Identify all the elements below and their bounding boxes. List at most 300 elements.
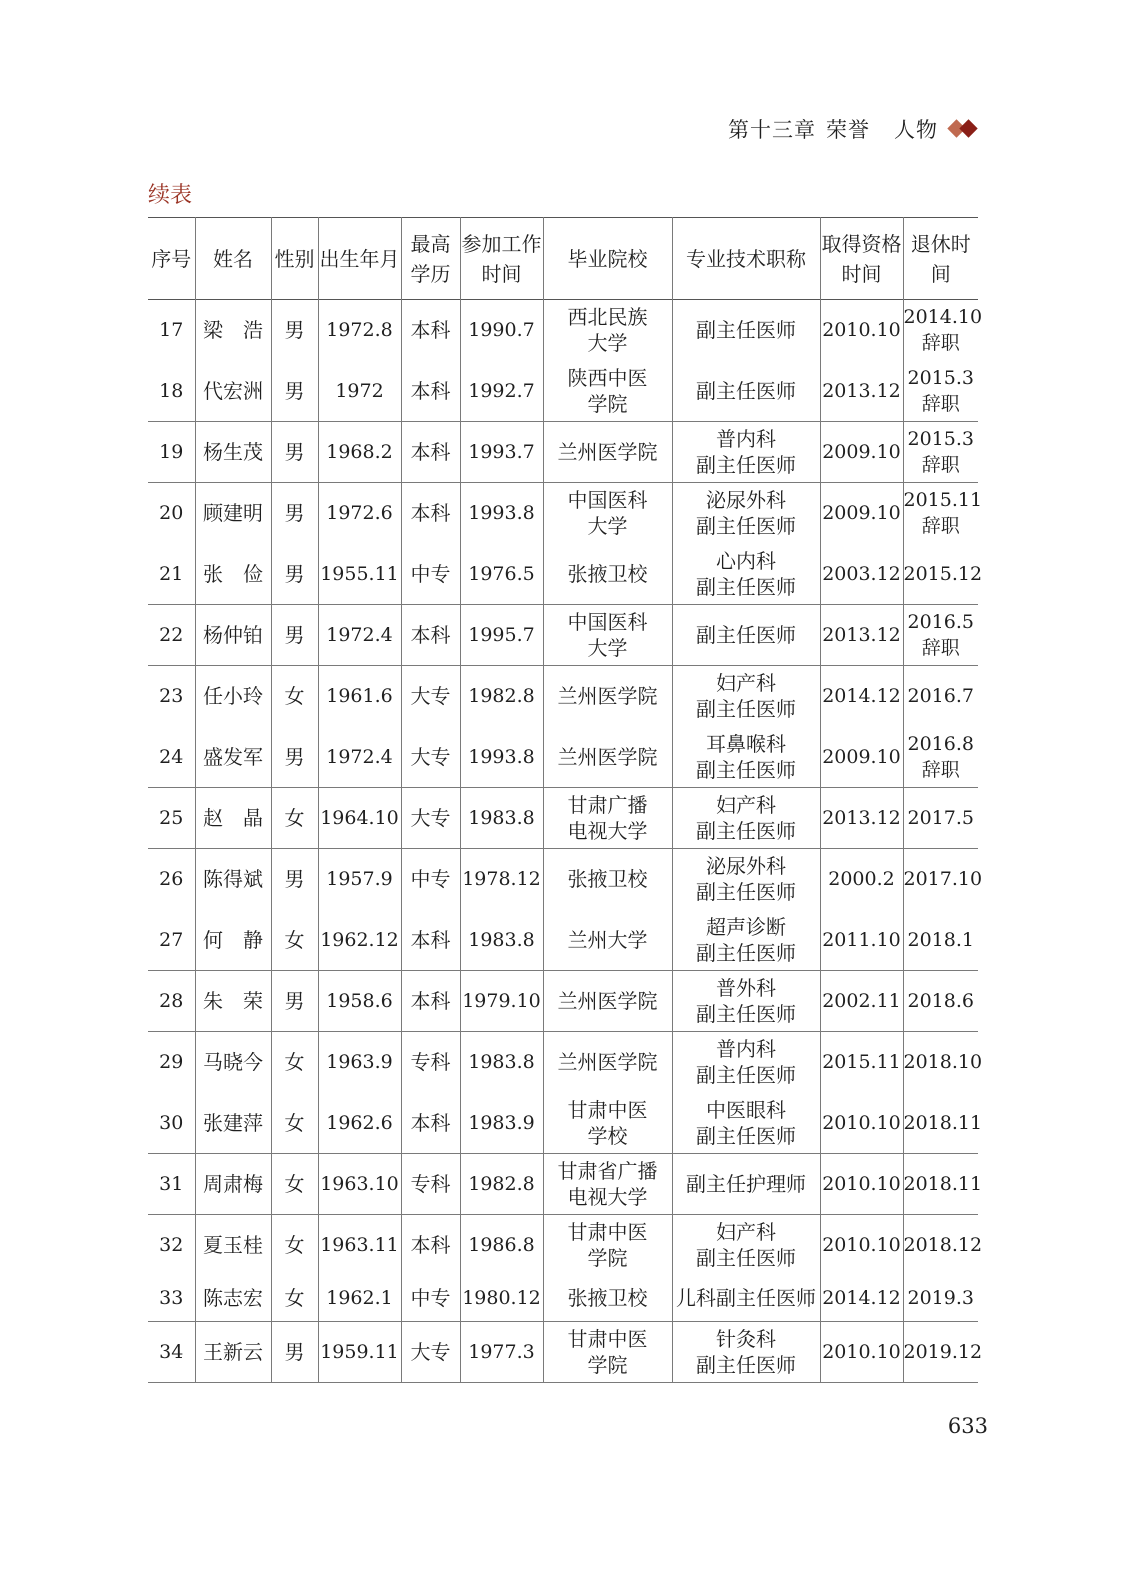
cell-education: 大专 — [401, 727, 460, 788]
cell-retire-line: 辞职 — [921, 392, 960, 415]
cell-sex: 男 — [271, 422, 318, 483]
cell-education: 中专 — [401, 1276, 460, 1322]
table-row — [148, 483, 978, 544]
cell-retire-line: 辞职 — [921, 454, 960, 476]
cell-title-line: 妇产科 — [716, 671, 776, 696]
cell-school — [543, 910, 672, 971]
header-line: 取得资 — [821, 231, 882, 256]
cell-qualified: 2010.10 — [820, 300, 903, 361]
cell-name: 盛发军 — [195, 727, 271, 788]
table-row — [148, 666, 978, 727]
table-row — [148, 1322, 978, 1383]
cell-school-line: 学院 — [587, 1246, 628, 1271]
header-line: 性 — [274, 246, 295, 271]
header-line: 作时间 — [481, 231, 542, 286]
cell-retire — [903, 910, 978, 971]
cell-no: 34 — [159, 1341, 184, 1363]
cell-school-line: 兰州医学院 — [557, 1050, 658, 1075]
table-row — [148, 1093, 978, 1154]
cell-birth: 1959.11 — [318, 1322, 401, 1383]
cell-education: 本科 — [401, 605, 460, 666]
cell-school-line: 甘肃中医 — [567, 1097, 648, 1122]
cell-retire-line: 2019.12 — [903, 1341, 983, 1363]
cell-retire — [903, 605, 978, 666]
cell-work-start: 1982.8 — [460, 1154, 543, 1215]
header-line: 格时间 — [841, 231, 902, 286]
table-row — [148, 849, 978, 910]
table-row — [148, 727, 978, 788]
cell-retire — [903, 727, 978, 788]
cell-title-line: 副主任医师 — [696, 1246, 796, 1271]
personnel-table — [148, 217, 983, 1383]
cell-retire-line: 2018.1 — [907, 928, 974, 951]
cell-birth: 1964.10 — [318, 788, 401, 849]
cell-retire-line: 2016.5 — [907, 611, 974, 633]
cell-birth: 1972.4 — [318, 605, 401, 666]
cell-retire-line: 辞职 — [921, 515, 960, 538]
header-line: 出生 — [319, 246, 360, 271]
cell-qualified: 2013.12 — [820, 788, 903, 849]
cell-no: 31 — [159, 1173, 184, 1195]
cell-title-line: 副主任医师 — [696, 819, 796, 843]
cell-title-line: 副主任医师 — [696, 574, 796, 599]
table-row — [148, 422, 978, 483]
cell-retire-line: 辞职 — [921, 637, 960, 659]
header-line: 毕业院校 — [567, 246, 648, 271]
cell-school-line: 甘肃中医 — [567, 1327, 648, 1351]
cell-title — [672, 666, 820, 727]
header-sex — [271, 218, 318, 300]
cell-retire — [903, 1322, 983, 1383]
cell-retire — [903, 849, 983, 910]
cell-name: 马晓今 — [195, 1032, 271, 1093]
cell-title — [672, 788, 820, 849]
cell-work-start: 1978.12 — [460, 849, 543, 910]
cell-work-start: 1986.8 — [460, 1215, 543, 1276]
cell-title-line: 副主任医师 — [696, 514, 796, 539]
cell-title-line: 副主任医师 — [696, 880, 796, 905]
cell-sex: 男 — [271, 300, 318, 361]
cell-no: 22 — [159, 624, 184, 646]
cell-name: 朱 荣 — [195, 971, 271, 1032]
cell-retire — [903, 1093, 983, 1154]
cell-title — [672, 1322, 820, 1383]
cell-work-start: 1979.10 — [460, 971, 543, 1032]
cell-birth: 1972 — [318, 361, 401, 422]
cell-no: 21 — [159, 562, 184, 585]
table-continued-caption: 续表 — [148, 183, 193, 208]
cell-education: 中专 — [401, 849, 460, 910]
cell-title — [672, 849, 820, 910]
cell-school — [543, 1276, 672, 1322]
cell-retire-line: 辞职 — [921, 332, 960, 355]
cell-name: 陈志宏 — [195, 1276, 271, 1322]
cell-school-line: 兰州医学院 — [557, 744, 658, 769]
cell-education: 专科 — [401, 1032, 460, 1093]
cell-retire-line: 2014.10 — [903, 306, 983, 329]
cell-retire — [903, 666, 978, 727]
cell-no: 28 — [159, 990, 184, 1012]
cell-retire-line: 2016.7 — [907, 685, 974, 708]
cell-retire-line: 2018.6 — [907, 990, 974, 1012]
header-line: 最高 — [410, 231, 451, 256]
cell-name: 张 俭 — [195, 544, 271, 605]
cell-sex: 男 — [271, 544, 318, 605]
table-row — [148, 361, 978, 422]
cell-name: 杨仲铂 — [195, 605, 271, 666]
running-header — [728, 114, 980, 144]
table-row — [148, 971, 978, 1032]
cell-birth: 1962.1 — [318, 1276, 401, 1322]
cell-work-start: 1976.5 — [460, 544, 543, 605]
header-line: 学历 — [410, 261, 451, 286]
cell-no: 17 — [159, 319, 184, 342]
header-qualified — [820, 218, 903, 300]
cell-title — [672, 1093, 820, 1154]
header-work-start — [460, 218, 543, 300]
cell-sex: 男 — [271, 1322, 318, 1383]
table-row — [148, 1154, 978, 1215]
cell-school — [543, 1154, 672, 1215]
cell-work-start: 1983.8 — [460, 910, 543, 971]
cell-title-line: 超声诊断 — [706, 914, 786, 939]
cell-work-start: 1995.7 — [460, 605, 543, 666]
cell-retire-line: 2016.8 — [907, 732, 974, 755]
cell-sex: 女 — [271, 910, 318, 971]
cell-sex: 女 — [271, 1093, 318, 1154]
cell-education: 本科 — [401, 1093, 460, 1154]
cell-title — [672, 910, 820, 971]
cell-no: 30 — [159, 1111, 184, 1134]
cell-birth: 1963.11 — [318, 1215, 401, 1276]
cell-title-line: 副主任医师 — [696, 1002, 796, 1026]
table-row — [148, 544, 978, 605]
cell-sex: 女 — [271, 1276, 318, 1322]
cell-title-line: 副主任医师 — [696, 623, 796, 647]
cell-education: 本科 — [401, 910, 460, 971]
topic-label: 人物 — [894, 118, 938, 142]
cell-retire-line: 2017.10 — [903, 868, 983, 891]
cell-name: 代宏洲 — [195, 361, 271, 422]
cell-title-line: 副主任医师 — [696, 1353, 796, 1377]
cell-education: 本科 — [401, 971, 460, 1032]
cell-school-line: 甘肃广播 — [567, 793, 648, 817]
cell-retire-line: 2018.11 — [903, 1111, 983, 1134]
cell-education: 本科 — [401, 300, 460, 361]
cell-name: 何 静 — [195, 910, 271, 971]
cell-sex: 男 — [271, 605, 318, 666]
cell-school — [543, 1322, 672, 1383]
cell-title-line: 副主任医师 — [696, 378, 796, 403]
header-education — [401, 218, 460, 300]
cell-school — [543, 1215, 672, 1276]
cell-retire-line: 2018.12 — [903, 1234, 983, 1257]
cell-retire-line: 2015.3 — [907, 428, 974, 450]
cell-title-line: 心内科 — [716, 548, 776, 573]
cell-title-line: 针灸科 — [716, 1327, 776, 1351]
header-line: 时间 — [930, 231, 971, 286]
page-number: 633 — [947, 1414, 988, 1438]
cell-education: 大专 — [401, 788, 460, 849]
cell-qualified: 2014.12 — [820, 1276, 903, 1322]
cell-retire-line: 2018.10 — [903, 1051, 983, 1074]
cell-school-line: 兰州医学院 — [557, 440, 658, 464]
cell-qualified: 2009.10 — [820, 727, 903, 788]
cell-school-line: 电视大学 — [567, 819, 648, 843]
cell-name: 任小玲 — [195, 666, 271, 727]
header-line: 参加工 — [461, 231, 522, 256]
cell-school-line: 大学 — [587, 636, 628, 660]
cell-education: 专科 — [401, 1154, 460, 1215]
header-school — [543, 218, 672, 300]
cell-education: 本科 — [401, 483, 460, 544]
cell-name: 周肃梅 — [195, 1154, 271, 1215]
cell-qualified: 2010.10 — [820, 1322, 903, 1383]
cell-name: 赵 晶 — [195, 788, 271, 849]
cell-school-line: 甘肃省广播 — [557, 1159, 658, 1183]
cell-qualified: 2013.12 — [820, 605, 903, 666]
cell-no: 33 — [159, 1287, 184, 1310]
cell-no: 26 — [159, 868, 184, 891]
cell-retire — [903, 1154, 983, 1215]
cell-education: 大专 — [401, 666, 460, 727]
cell-qualified: 2011.10 — [820, 910, 903, 971]
cell-school-line: 张掖卫校 — [567, 1286, 648, 1311]
cell-no: 18 — [159, 379, 184, 402]
cell-title-line: 泌尿外科 — [706, 854, 786, 879]
cell-title-line: 副主任医师 — [696, 318, 796, 343]
cell-retire-line: 2019.3 — [907, 1287, 974, 1310]
cell-retire — [903, 483, 983, 544]
cell-title-line: 儿科副主任医师 — [676, 1286, 816, 1311]
cell-title — [672, 727, 820, 788]
header-birth — [318, 218, 401, 300]
cell-school — [543, 361, 672, 422]
cell-retire-line: 2015.3 — [907, 366, 974, 389]
header-no — [148, 218, 195, 300]
cell-no: 27 — [159, 928, 184, 951]
cell-name: 王新云 — [195, 1322, 271, 1383]
cell-retire — [903, 1276, 978, 1322]
cell-education: 本科 — [401, 422, 460, 483]
cell-title-line: 副主任医师 — [696, 757, 796, 782]
cell-school-line: 大学 — [587, 514, 628, 539]
cell-school-line: 大学 — [587, 331, 628, 356]
cell-retire — [903, 300, 983, 361]
cell-name: 梁 浩 — [195, 300, 271, 361]
cell-school-line: 学校 — [587, 1123, 628, 1148]
cell-school-line: 学院 — [587, 391, 628, 416]
cell-school — [543, 727, 672, 788]
header-line: 序 — [151, 246, 172, 271]
cell-retire — [903, 1215, 983, 1276]
cell-work-start: 1992.7 — [460, 361, 543, 422]
cell-sex: 男 — [271, 483, 318, 544]
cell-school-line: 学院 — [587, 1353, 628, 1377]
cell-work-start: 1977.3 — [460, 1322, 543, 1383]
cell-title — [672, 422, 820, 483]
cell-no: 32 — [159, 1234, 184, 1257]
cell-title-line: 副主任医师 — [696, 1123, 796, 1148]
cell-qualified: 2009.10 — [820, 422, 903, 483]
cell-work-start: 1993.8 — [460, 727, 543, 788]
cell-school — [543, 422, 672, 483]
cell-birth: 1972.4 — [318, 727, 401, 788]
cell-qualified: 2014.12 — [820, 666, 903, 727]
cell-education: 本科 — [401, 1215, 460, 1276]
cell-sex: 女 — [271, 1032, 318, 1093]
cell-retire-line: 2017.5 — [907, 807, 974, 829]
cell-school — [543, 849, 672, 910]
cell-retire-line: 2015.11 — [903, 489, 983, 512]
header-line: 年月 — [359, 246, 400, 271]
cell-title-line: 普内科 — [716, 1037, 776, 1062]
cell-title — [672, 1154, 820, 1215]
header-line: 专业技术职称 — [686, 246, 806, 271]
cell-title — [672, 483, 820, 544]
cell-school — [543, 544, 672, 605]
table-row — [148, 910, 978, 971]
header-line: 退休 — [910, 231, 951, 256]
chapter-label: 第十三章 — [728, 118, 816, 142]
cell-no: 24 — [159, 745, 184, 768]
header-title — [672, 218, 820, 300]
cell-title-line: 副主任医师 — [696, 1063, 796, 1088]
cell-title — [672, 300, 820, 361]
cell-birth: 1958.6 — [318, 971, 401, 1032]
cell-title — [672, 971, 820, 1032]
cell-title — [672, 361, 820, 422]
cell-work-start: 1993.7 — [460, 422, 543, 483]
cell-school-line: 西北民族 — [567, 305, 648, 330]
cell-retire — [903, 788, 978, 849]
header-line: 号 — [171, 246, 192, 271]
cell-school-line: 甘肃中医 — [567, 1220, 648, 1245]
cell-title-line: 副主任医师 — [696, 453, 796, 477]
cell-name: 张建萍 — [195, 1093, 271, 1154]
cell-school-line: 张掖卫校 — [567, 867, 648, 892]
cell-title-line: 妇产科 — [716, 1220, 776, 1245]
cell-title-line: 泌尿外科 — [706, 488, 786, 513]
cell-name: 顾建明 — [195, 483, 271, 544]
cell-title — [672, 1215, 820, 1276]
cell-qualified: 2000.2 — [820, 849, 903, 910]
cell-education: 本科 — [401, 361, 460, 422]
cell-education: 大专 — [401, 1322, 460, 1383]
cell-sex: 女 — [271, 1215, 318, 1276]
cell-sex: 男 — [271, 849, 318, 910]
cell-qualified: 2009.10 — [820, 483, 903, 544]
cell-work-start: 1993.8 — [460, 483, 543, 544]
cell-no: 25 — [159, 807, 184, 829]
cell-school — [543, 300, 672, 361]
cell-work-start: 1983.9 — [460, 1093, 543, 1154]
cell-title — [672, 1032, 820, 1093]
table-header-row — [148, 218, 978, 300]
cell-school-line: 中国医科 — [567, 488, 648, 513]
cell-title-line: 副主任护理师 — [686, 1172, 806, 1196]
cell-title-line: 普外科 — [716, 976, 776, 1000]
cell-title — [672, 544, 820, 605]
cell-sex: 男 — [271, 971, 318, 1032]
cell-no: 19 — [159, 441, 184, 463]
cell-birth: 1963.10 — [318, 1154, 401, 1215]
cell-school-line: 陕西中医 — [567, 365, 648, 390]
cell-retire — [903, 544, 983, 605]
cell-title-line: 副主任医师 — [696, 940, 796, 965]
cell-name: 夏玉桂 — [195, 1215, 271, 1276]
cell-work-start: 1990.7 — [460, 300, 543, 361]
cell-birth: 1963.9 — [318, 1032, 401, 1093]
cell-birth: 1962.6 — [318, 1093, 401, 1154]
cell-school-line: 张掖卫校 — [567, 561, 648, 586]
cell-retire — [903, 422, 978, 483]
cell-sex: 女 — [271, 666, 318, 727]
cell-title — [672, 1276, 820, 1322]
cell-birth: 1961.6 — [318, 666, 401, 727]
cell-title — [672, 605, 820, 666]
table-row — [148, 1276, 978, 1322]
header-name — [195, 218, 271, 300]
cell-school-line: 电视大学 — [567, 1185, 648, 1209]
cell-retire — [903, 971, 978, 1032]
table-row — [148, 788, 978, 849]
table-row — [148, 300, 978, 361]
cell-title-line: 副主任医师 — [696, 697, 796, 722]
table-row — [148, 1032, 978, 1093]
cell-birth: 1972.8 — [318, 300, 401, 361]
cell-title-line: 妇产科 — [716, 793, 776, 817]
cell-no: 23 — [159, 685, 184, 708]
cell-birth: 1972.6 — [318, 483, 401, 544]
cell-school-line: 兰州大学 — [567, 927, 648, 952]
cell-school — [543, 605, 672, 666]
cell-sex: 男 — [271, 361, 318, 422]
table-row — [148, 605, 978, 666]
cell-qualified: 2010.10 — [820, 1215, 903, 1276]
cell-education: 中专 — [401, 544, 460, 605]
cell-no: 20 — [159, 502, 184, 525]
cell-school — [543, 788, 672, 849]
cell-retire-line: 辞职 — [921, 758, 960, 781]
cell-name: 杨生茂 — [195, 422, 271, 483]
cell-birth: 1957.9 — [318, 849, 401, 910]
cell-sex: 女 — [271, 788, 318, 849]
cell-work-start: 1980.12 — [460, 1276, 543, 1322]
cell-name: 陈得斌 — [195, 849, 271, 910]
cell-sex: 女 — [271, 1154, 318, 1215]
header-line: 别 — [294, 246, 315, 271]
cell-birth: 1968.2 — [318, 422, 401, 483]
header-line: 姓名 — [213, 246, 253, 271]
cell-qualified: 2002.11 — [820, 971, 903, 1032]
cell-qualified: 2015.11 — [820, 1032, 903, 1093]
cell-school — [543, 971, 672, 1032]
cell-school — [543, 1032, 672, 1093]
cell-title-line: 中医眼科 — [706, 1097, 786, 1122]
table-row — [148, 1215, 978, 1276]
cell-school-line: 兰州医学院 — [557, 989, 658, 1013]
cell-sex: 男 — [271, 727, 318, 788]
cell-qualified: 2010.10 — [820, 1093, 903, 1154]
cell-school-line: 兰州医学院 — [557, 684, 658, 709]
cell-retire — [903, 1032, 983, 1093]
cell-retire — [903, 361, 978, 422]
cell-birth: 1962.12 — [318, 910, 401, 971]
cell-school — [543, 666, 672, 727]
cell-retire-line: 2015.12 — [903, 562, 983, 585]
cell-work-start: 1983.8 — [460, 788, 543, 849]
